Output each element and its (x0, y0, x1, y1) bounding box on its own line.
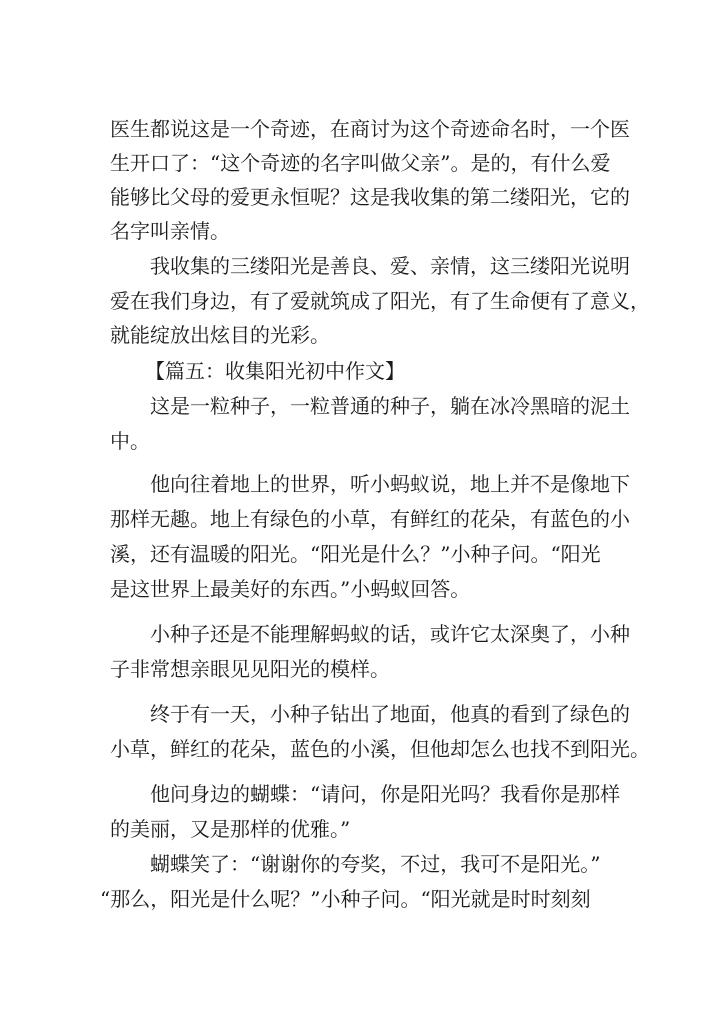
text-line: 溪，还有温暖的阳光。“阳光是什么？”小种子问。“阳光 (110, 542, 601, 566)
paragraph-start: 小种子还是不能理解蚂蚁的话，或许它太深奥了，小种 (150, 622, 630, 646)
text-line: 小草，鲜红的花朵，蓝色的小溪，但他却怎么也找不到阳光。 (110, 737, 650, 761)
paragraph-start: 我收集的三缕阳光是善良、爱、亲情，这三缕阳光说明 (150, 254, 630, 278)
text-line: 爱在我们身边，有了爱就筑成了阳光，有了生命便有了意义， (110, 289, 650, 313)
text-line: “那么，阳光是什么呢？”小种子问。“阳光就是时时刻刻 (100, 887, 591, 911)
paragraph-start: 他向往着地上的世界，听小蚂蚁说，地上并不是像地下 (150, 472, 630, 496)
text-line: 生开口了：“这个奇迹的名字叫做父亲”。是的，有什么爱 (110, 151, 611, 175)
text-line: 子非常想亲眼见见阳光的模样。 (110, 657, 390, 681)
text-line: 是这世界上最美好的东西。”小蚂蚁回答。 (110, 577, 471, 601)
text-line: 的美丽，又是那样的优雅。” (110, 817, 351, 841)
text-line: 那样无趣。地上有绿色的小草，有鲜红的花朵，有蓝色的小 (110, 507, 630, 531)
text-line: 就能绽放出炫目的光彩。 (110, 323, 330, 347)
paragraph-start: 终于有一天，小种子钻出了地面，他真的看到了绿色的 (150, 702, 630, 726)
section-heading: 【篇五：收集阳光初中作文】 (145, 359, 405, 383)
text-line: 中。 (110, 429, 150, 453)
text-line: 医生都说这是一个奇迹，在商讨为这个奇迹命名时，一个医 (110, 117, 630, 141)
text-line: 名字叫亲情。 (110, 219, 230, 243)
paragraph-start: 他问身边的蝴蝶：“请问，你是阳光吗？我看你是那样 (150, 782, 621, 806)
paragraph-start: 这是一粒种子，一粒普通的种子，躺在冰冷黑暗的泥土 (150, 394, 630, 418)
paragraph-start: 蝴蝶笑了：“谢谢你的夸奖，不过，我可不是阳光。” (150, 852, 601, 876)
text-line: 能够比父母的爱更永恒呢？这是我收集的第二缕阳光，它的 (110, 185, 630, 209)
